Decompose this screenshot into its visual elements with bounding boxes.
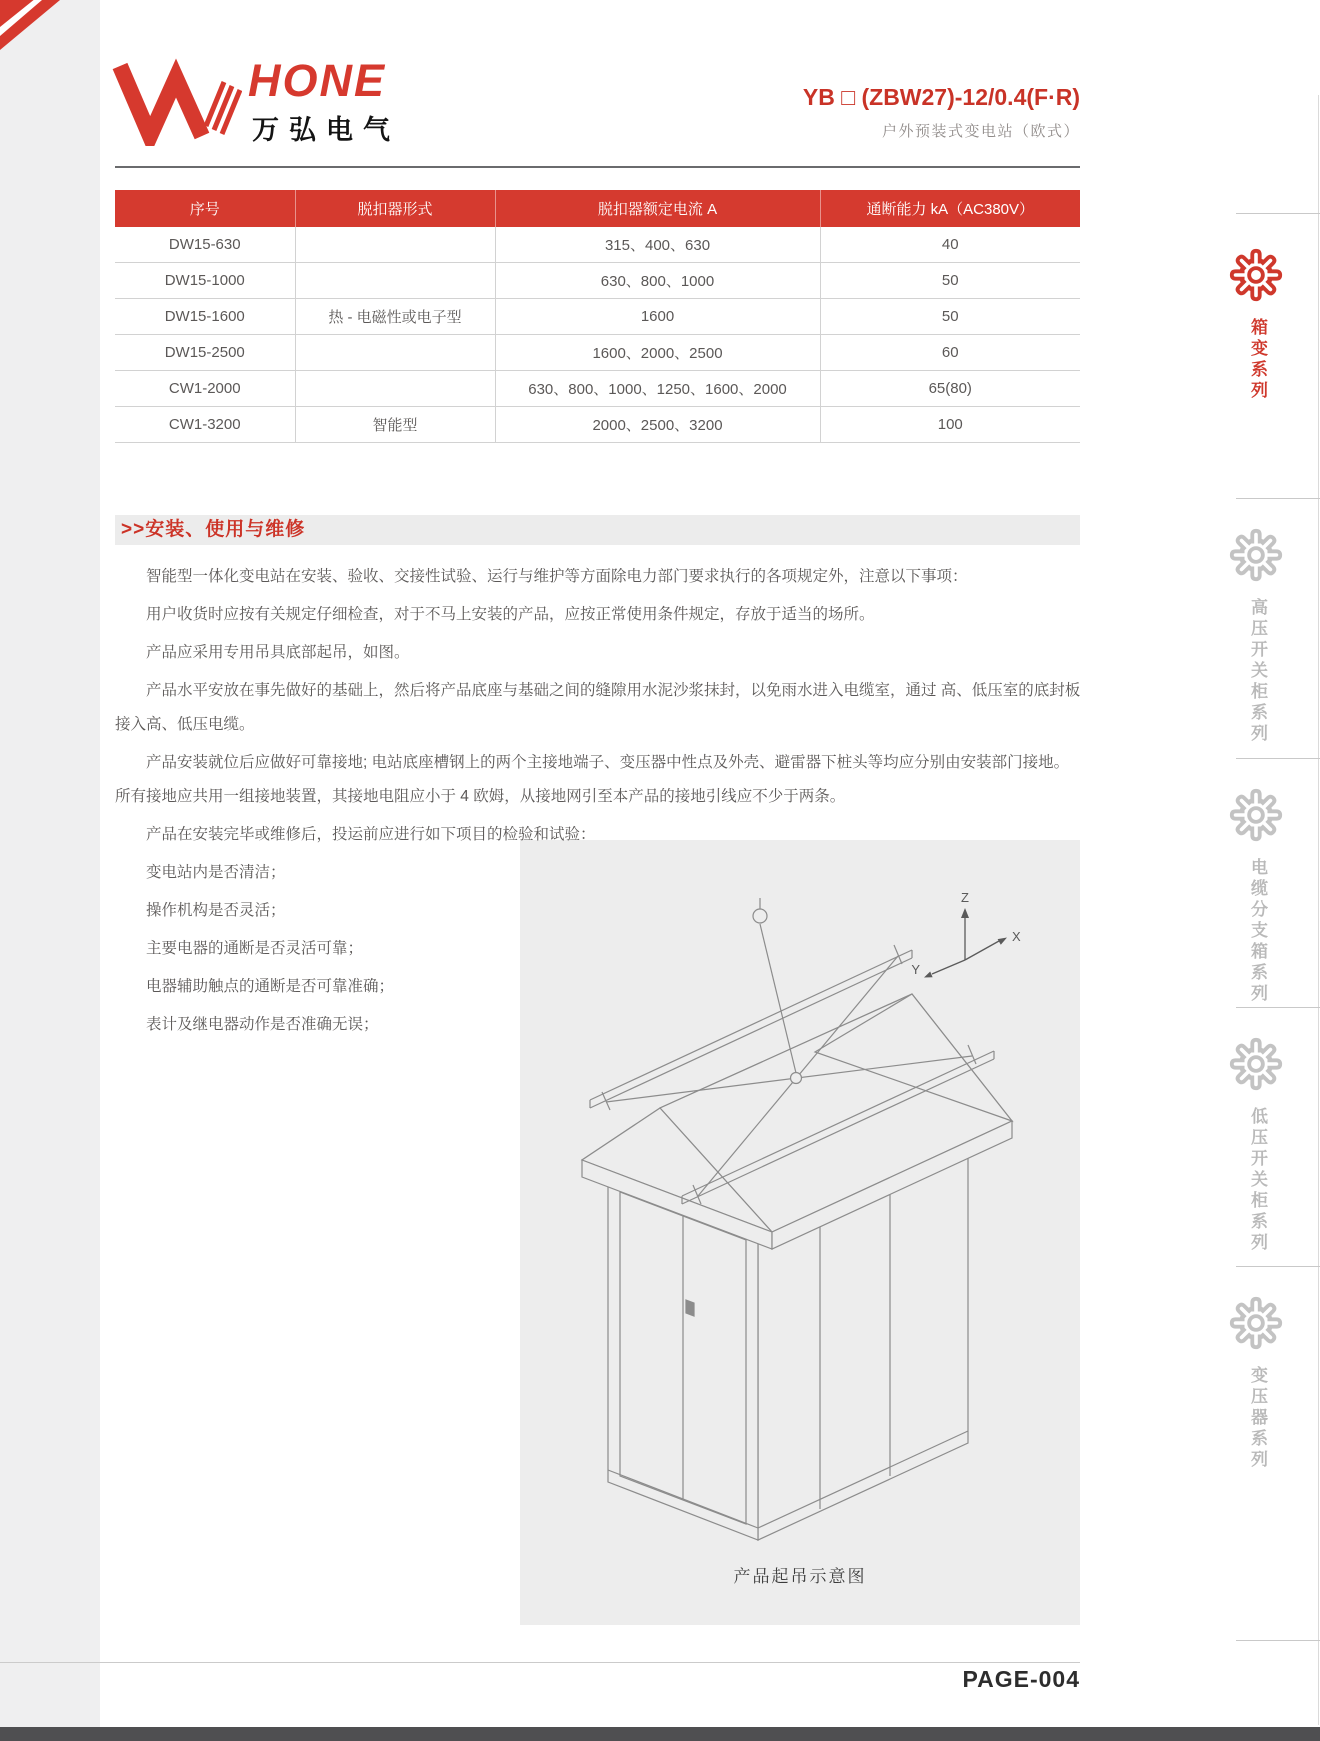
checklist-item: 表计及继电器动作是否准确无误； — [146, 1016, 379, 1033]
left-margin-strip — [0, 0, 100, 1741]
table-row — [115, 227, 1080, 263]
paragraph: 智能型一体化变电站在安装、验收、交接性试验、运行与维护等方面除电力部门要求执行的各项规定外，注意以下事项： — [146, 568, 968, 585]
cell-breaking-capacity: 50 — [820, 263, 1080, 299]
section-title-bar — [115, 515, 1080, 545]
cell-trip-type — [295, 335, 495, 371]
cell-seq: DW15-2500 — [115, 335, 295, 371]
cell-rated-current: 630、800、1000 — [495, 263, 820, 299]
header-divider — [115, 166, 1080, 168]
sidebar-item-hv-switchgear-series: 高压开关柜系列 — [1248, 598, 1267, 745]
sidebar-divider — [1236, 1007, 1320, 1008]
table-row — [115, 371, 1080, 407]
sidebar-divider — [1236, 498, 1320, 499]
cell-rated-current: 315、400、630 — [495, 227, 820, 263]
logo-name-cn: 万弘电气 — [252, 115, 400, 145]
checklist-item: 操作机构是否灵活； — [146, 902, 286, 919]
axis-label-y: Y — [911, 962, 920, 977]
spec-table — [115, 190, 1080, 443]
axis-label-z: Z — [961, 890, 969, 905]
checklist-item: 变电站内是否清洁； — [146, 864, 286, 881]
cabinet-door-handle — [686, 1300, 694, 1316]
table-row — [115, 299, 1080, 335]
cell-trip-type: 热 - 电磁性或电子型 — [295, 299, 495, 335]
cell-seq: CW1-3200 — [115, 407, 295, 443]
sidebar-divider — [1236, 758, 1320, 759]
cell-breaking-capacity: 60 — [820, 335, 1080, 371]
gear-icon — [1229, 788, 1283, 842]
axis-label-x: X — [1012, 929, 1021, 944]
checklist-item: 电器辅助触点的通断是否可靠准确； — [146, 978, 395, 995]
cell-rated-current: 1600 — [495, 299, 820, 335]
cell-trip-type — [295, 263, 495, 299]
col-header-rated-current: 脱扣器额定电流 A — [495, 190, 820, 227]
paragraph: 产品在安装完毕或维修后，投运前应进行如下项目的检验和试验： — [146, 826, 596, 843]
gear-icon — [1229, 528, 1283, 582]
cell-seq: CW1-2000 — [115, 371, 295, 407]
footer-divider — [0, 1662, 1080, 1663]
table-row — [115, 335, 1080, 371]
paragraph: 产品水平安放在事先做好的基础上，然后将产品底座与基础之间的缝隙用水泥沙浆抹封，以免雨水进入电缆室，通过 高、低压室的底封板接入高、低压电缆。 — [115, 682, 1081, 733]
cell-seq: DW15-630 — [115, 227, 295, 263]
product-model: YB □ (ZBW27)-12/0.4(F·R) — [802, 84, 1080, 110]
sidebar-divider — [1236, 1640, 1320, 1641]
table-header-row — [115, 190, 1080, 227]
sidebar-divider — [1236, 1266, 1320, 1267]
cell-trip-type — [295, 371, 495, 407]
bottom-bar — [0, 1727, 1320, 1741]
paragraph: 用户收货时应按有关规定仔细检查，对于不马上安装的产品，应按正常使用条件规定，存放于适当的场所。 — [146, 606, 875, 623]
gear-icon — [1229, 248, 1283, 302]
cell-breaking-capacity: 65(80) — [820, 371, 1080, 407]
cell-breaking-capacity: 40 — [820, 227, 1080, 263]
page-number: PAGE-004 — [962, 1666, 1080, 1692]
page-edge-line — [1318, 95, 1319, 1725]
sidebar-item-cable-branch-box-series: 电缆分支箱系列 — [1248, 858, 1267, 1005]
paragraph: 产品安装就位后应做好可靠接地; 电站底座槽钢上的两个主接地端子、变压器中性点及外壳、避雷器下桩头等均应分别由安装部门接地。所有接地应共用一组接地装置，其接地电阻应小于 4 欧姆，从接地网引至本产品的接地引线应不少于两条。 — [115, 754, 1070, 805]
logo-name-en: HONE — [248, 55, 387, 106]
gear-icon — [1229, 1037, 1283, 1091]
cell-rated-current: 1600、2000、2500 — [495, 335, 820, 371]
col-header-trip-type: 脱扣器形式 — [295, 190, 495, 227]
product-subtitle: 户外预装式变电站（欧式） — [881, 123, 1080, 140]
sidebar-item-transformer-series: 变压器系列 — [1248, 1366, 1267, 1471]
cell-trip-type: 智能型 — [295, 407, 495, 443]
cell-rated-current: 2000、2500、3200 — [495, 407, 820, 443]
section-title: >>安装、使用与维修 — [121, 519, 306, 540]
sidebar-item-lv-switchgear-series: 低压开关柜系列 — [1248, 1107, 1267, 1254]
cell-seq: DW15-1000 — [115, 263, 295, 299]
cell-trip-type — [295, 227, 495, 263]
col-header-seq: 序号 — [115, 190, 295, 227]
bracing-center-ring — [791, 1073, 802, 1084]
cell-seq: DW15-1600 — [115, 299, 295, 335]
cell-rated-current: 630、800、1000、1250、1600、2000 — [495, 371, 820, 407]
checklist-item: 主要电器的通断是否灵活可靠； — [146, 940, 364, 957]
figure-caption: 产品起吊示意图 — [733, 1567, 867, 1586]
sidebar-item-box-transformer-series: 箱变系列 — [1248, 318, 1267, 402]
sidebar-divider — [1236, 213, 1320, 214]
cell-breaking-capacity: 50 — [820, 299, 1080, 335]
paragraph: 产品应采用专用吊具底部起吊，如图。 — [146, 644, 410, 661]
gear-icon — [1229, 1296, 1283, 1350]
table-row — [115, 407, 1080, 443]
col-header-breaking-capacity: 通断能力 kA（AC380V） — [820, 190, 1080, 227]
body-text — [115, 560, 1082, 1046]
logo-w-icon — [112, 56, 242, 146]
table-row — [115, 263, 1080, 299]
cell-breaking-capacity: 100 — [820, 407, 1080, 443]
